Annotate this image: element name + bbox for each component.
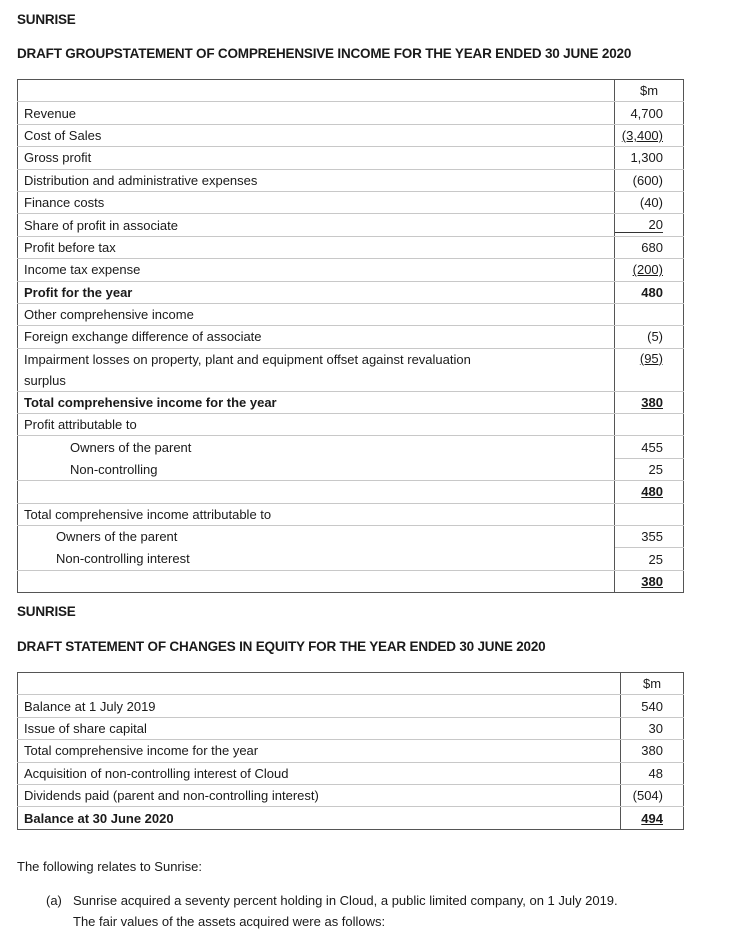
row-value: 30 (621, 717, 684, 739)
table-row (18, 717, 684, 739)
table-row (18, 784, 684, 806)
unit-header: $m (615, 80, 684, 102)
row-value: 20 (615, 217, 663, 233)
row-label: Profit attributable to (18, 414, 615, 436)
equity-company-name: SUNRISE (17, 604, 76, 619)
table-row (18, 214, 684, 236)
row-value: 25 (615, 458, 684, 480)
row-value: (504) (621, 784, 684, 806)
row-value: 480 (641, 484, 663, 500)
row-value: (3,400) (621, 127, 663, 143)
row-value: 25 (615, 548, 684, 570)
row-label: Total comprehensive income attributable to (18, 503, 615, 525)
row-value: 494 (641, 810, 663, 826)
equity-statement-heading: DRAFT STATEMENT OF CHANGES IN EQUITY FOR THE YEAR ENDED 30 JUNE 2020 (17, 639, 546, 654)
row-label-continued: surplus (24, 372, 66, 388)
row-label: Income tax expense (18, 259, 615, 281)
table-row (18, 391, 684, 413)
table-row (18, 326, 684, 348)
table-row (18, 740, 684, 762)
row-label: Profit before tax (18, 236, 615, 258)
table-row (18, 259, 684, 281)
note-a-line1: Sunrise acquired a seventy percent holding in Cloud, a public limited company, on 1 July 2019. (73, 893, 618, 908)
row-value: 380 (641, 574, 663, 589)
row-value: 48 (621, 762, 684, 784)
row-value: 380 (621, 740, 684, 762)
row-label (18, 570, 615, 592)
table-row (18, 281, 684, 303)
row-label: Distribution and administrative expenses (18, 169, 615, 191)
row-label: Balance at 30 June 2020 (18, 807, 621, 829)
table-row (18, 548, 684, 570)
table-row (18, 436, 684, 458)
table-row (18, 695, 684, 717)
row-value: 455 (615, 436, 684, 458)
row-value: (200) (632, 262, 663, 278)
table-row (18, 348, 684, 391)
table-row (18, 303, 684, 325)
table-header-row (18, 80, 684, 102)
table-row (18, 458, 684, 480)
row-label: Impairment losses on property, plant and equipment offset against revaluation (24, 351, 471, 367)
row-label: Profit for the year (18, 281, 615, 303)
row-label: Non-controlling interest (18, 548, 615, 570)
table-row (18, 526, 684, 548)
table-row (18, 147, 684, 169)
row-value: (40) (615, 191, 684, 213)
row-value: (5) (615, 326, 684, 348)
company-name: SUNRISE (17, 12, 76, 27)
row-label: Balance at 1 July 2019 (18, 695, 621, 717)
income-statement-heading: DRAFT GROUPSTATEMENT OF COMPREHENSIVE INCOME FOR THE YEAR ENDED 30 JUNE 2020 (17, 46, 632, 61)
table-row (18, 762, 684, 784)
row-value: (600) (615, 169, 684, 191)
row-value (615, 503, 684, 525)
row-label: Revenue (18, 102, 615, 124)
table-row (18, 570, 684, 592)
equity-statement-table (17, 672, 684, 830)
row-value: 480 (615, 281, 684, 303)
row-label (18, 481, 615, 503)
row-value: 4,700 (615, 102, 684, 124)
row-value: 540 (621, 695, 684, 717)
row-value (615, 303, 684, 325)
table-row (18, 236, 684, 258)
row-label: Non-controlling (18, 458, 615, 480)
table-row (18, 503, 684, 525)
row-label: Dividends paid (parent and non-controlling interest) (18, 784, 621, 806)
row-value: 1,300 (615, 147, 684, 169)
row-label: Issue of share capital (18, 717, 621, 739)
row-value: (95) (639, 350, 663, 366)
row-label: Gross profit (18, 147, 615, 169)
note-a-marker: (a) (46, 893, 62, 908)
income-statement-table (17, 79, 684, 593)
row-label: Owners of the parent (18, 436, 615, 458)
row-value: 680 (615, 236, 684, 258)
notes-intro: The following relates to Sunrise: (17, 859, 202, 874)
row-value: 355 (615, 526, 684, 548)
row-label: Finance costs (18, 191, 615, 213)
table-header-row (18, 673, 684, 695)
table-row (18, 481, 684, 503)
row-label: Other comprehensive income (18, 303, 615, 325)
row-label: Owners of the parent (18, 526, 615, 548)
table-row (18, 169, 684, 191)
row-label: Cost of Sales (18, 124, 615, 146)
row-label: Foreign exchange difference of associate (18, 326, 615, 348)
row-label: Share of profit in associate (18, 214, 615, 236)
row-value (615, 414, 684, 436)
table-row (18, 124, 684, 146)
unit-header: $m (621, 673, 684, 695)
table-row (18, 102, 684, 124)
row-label: Total comprehensive income for the year (18, 391, 615, 413)
table-row (18, 414, 684, 436)
note-a-line2: The fair values of the assets acquired were as follows: (73, 914, 386, 929)
row-value: 380 (641, 394, 663, 410)
row-label: Acquisition of non-controlling interest of Cloud (18, 762, 621, 784)
table-row (18, 191, 684, 213)
row-label: Total comprehensive income for the year (18, 740, 621, 762)
table-row (18, 807, 684, 829)
